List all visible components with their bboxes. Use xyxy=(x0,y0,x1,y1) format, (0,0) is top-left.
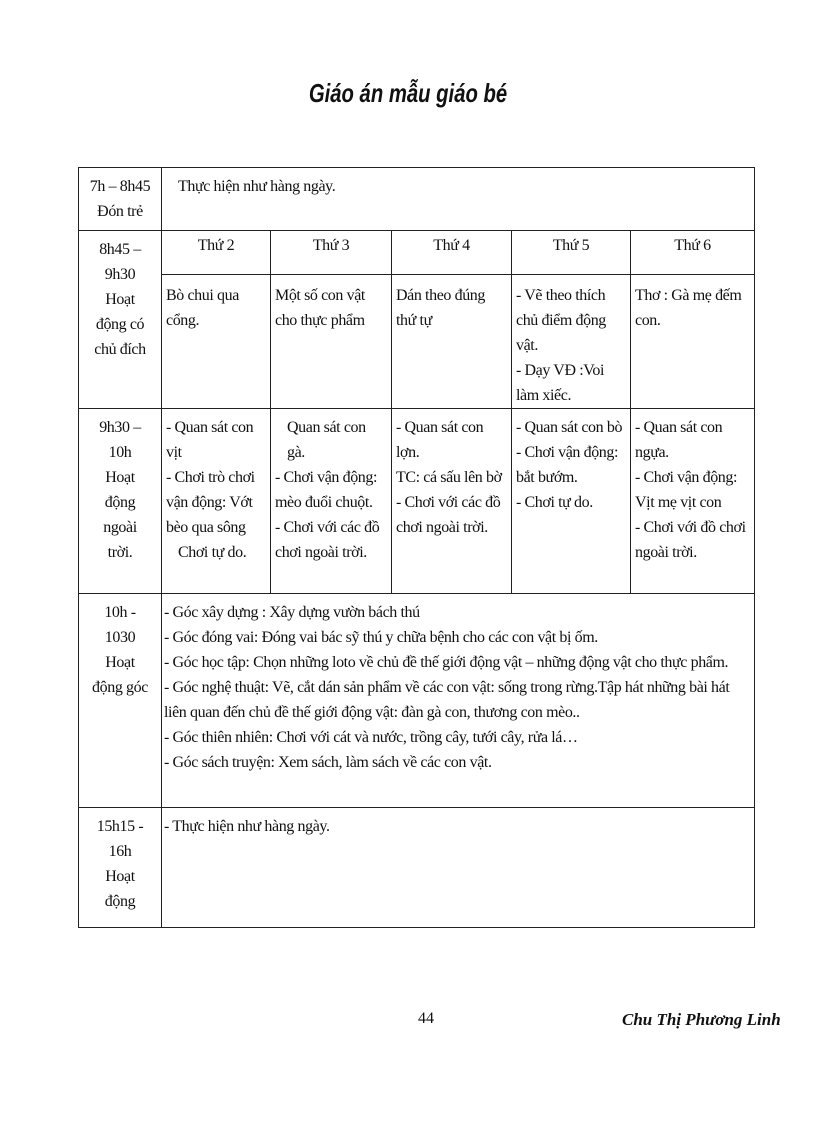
table-row xyxy=(79,275,755,409)
list-item: - Góc sách truyện: Xem sách, làm sách về các con vật. xyxy=(164,754,492,771)
table-row xyxy=(79,808,755,928)
list-item: - Góc học tập: Chọn những loto về chủ đề thế giới động vật – những động vật cho thực phẩm. xyxy=(164,654,729,671)
activity-cell xyxy=(162,594,755,808)
page-number: 44 xyxy=(418,1010,434,1027)
activity-cell: Quan sát con gà. - Chơi vận động: mèo đuổi chuột. - Chơi với các đồ chơi ngoài trời. xyxy=(271,409,392,594)
table-row xyxy=(79,168,755,231)
time-cell: 8h45 – 9h30 Hoạt động có chủ đích xyxy=(79,231,162,409)
activity-cell: - Quan sát con lợn. TC: cá sấu lên bờ - Chơi với các đồ chơi ngoài trời. xyxy=(392,409,512,594)
day-header: Thứ 2 xyxy=(162,231,271,275)
activity-cell: - Vẽ theo thích chủ điểm động vật. - Dạy VĐ :Voi làm xiếc. xyxy=(512,275,631,409)
time-cell: 9h30 – 10h Hoạt động ngoài trời. xyxy=(79,409,162,594)
day-header: Thứ 4 xyxy=(392,231,512,275)
lesson-plan-table xyxy=(78,167,755,928)
activity-cell: - Quan sát con bò - Chơi vận động: bắt bướm. - Chơi tự do. xyxy=(512,409,631,594)
list-item: - Góc nghệ thuật: Vẽ, cắt dán sản phẩm về các con vật: sống trong rừng.Tập hát những bài hát liên quan đến chủ đề thế giới động vật: đàn gà con, thương con mèo.. xyxy=(164,679,730,721)
time-cell: 10h - 1030 Hoạt động góc xyxy=(79,594,162,808)
table-row xyxy=(79,594,755,808)
time-cell: 7h – 8h45 Đón trẻ xyxy=(79,168,162,231)
day-header: Thứ 3 xyxy=(271,231,392,275)
list-item: - Góc xây dựng : Xây dựng vườn bách thú xyxy=(164,604,420,621)
table-row xyxy=(79,231,755,275)
activity-cell: - Thực hiện như hàng ngày. xyxy=(162,808,755,928)
list-item: - Góc đóng vai: Đóng vai bác sỹ thú y chữa bệnh cho các con vật bị ốm. xyxy=(164,629,598,646)
activity-cell: Bò chui qua cổng. xyxy=(162,275,271,409)
table-row xyxy=(79,409,755,594)
page-title: Giáo án mẫu giáo bé xyxy=(308,78,508,108)
activity-cell: Dán theo đúng thứ tự xyxy=(392,275,512,409)
time-cell: 15h15 - 16h Hoạt động xyxy=(79,808,162,928)
activity-cell: Thơ : Gà mẹ đếm con. xyxy=(631,275,755,409)
list-item: - Góc thiên nhiên: Chơi với cát và nước, trồng cây, tưới cây, rửa lá… xyxy=(164,729,578,746)
activity-cell: - Quan sát con vịt - Chơi trò chơi vận động: Vớt bèo qua sông Chơi tự do. xyxy=(162,409,271,594)
activity-cell: Một số con vật cho thực phẩm xyxy=(271,275,392,409)
activity-cell: - Quan sát con ngựa. - Chơi vận động: Vịt mẹ vịt con - Chơi với đồ chơi ngoài trời. xyxy=(631,409,755,594)
day-header: Thứ 5 xyxy=(512,231,631,275)
activity-cell: Thực hiện như hàng ngày. xyxy=(162,168,755,231)
day-header: Thứ 6 xyxy=(631,231,755,275)
author-signature: Chu Thị Phương Linh xyxy=(622,1010,781,1029)
